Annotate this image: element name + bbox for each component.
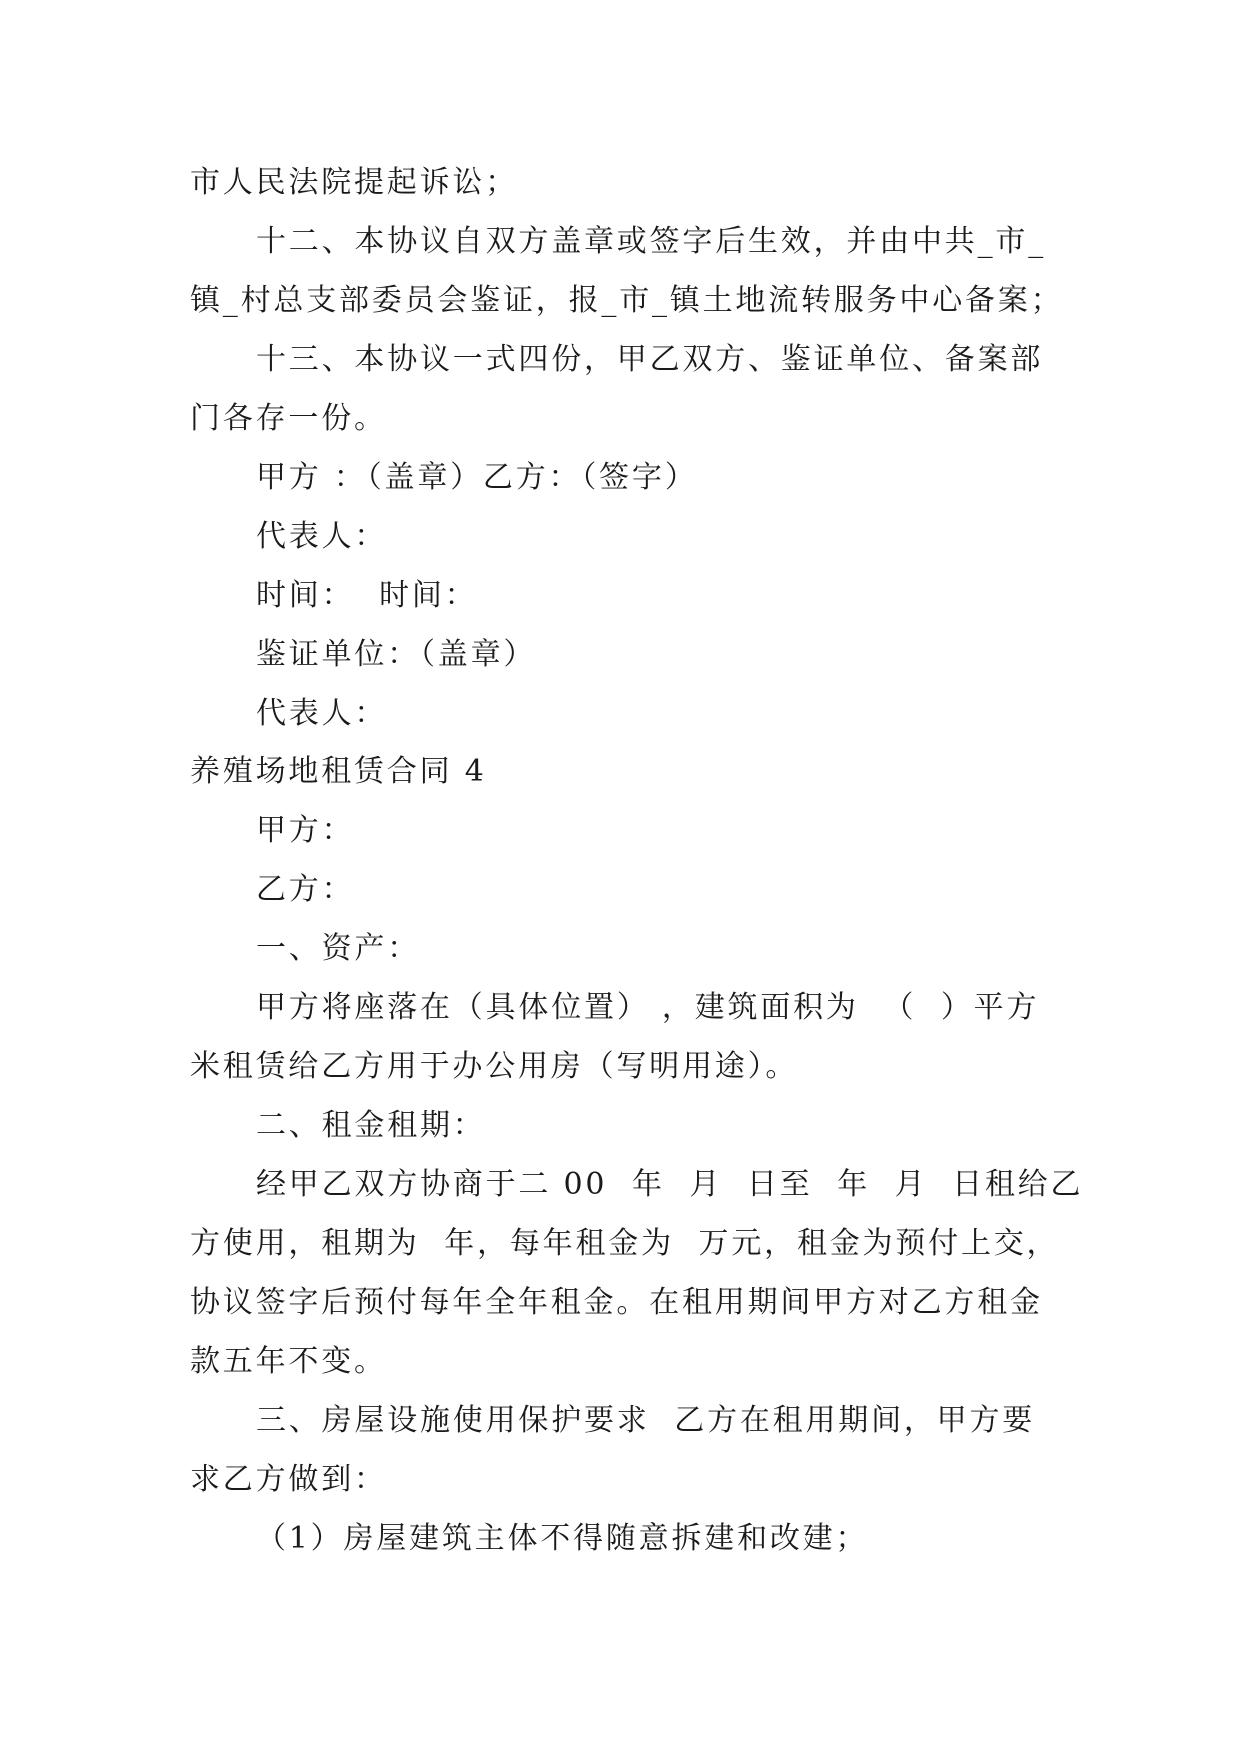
text-line: 十二、本协议自双方盖章或签字后生效，并由中共_市_ xyxy=(256,224,1046,259)
text-line: 代表人： xyxy=(256,519,388,554)
text-line: 米租赁给乙方用于办公用房（写明用途）。 xyxy=(190,1049,799,1084)
text-line: 方使用，租期为 年，每年租金为 万元，租金为预付上交， xyxy=(190,1226,1060,1261)
text-line: 甲方： xyxy=(256,813,355,848)
text-line: （1）房屋建筑主体不得随意拆建和改建； xyxy=(256,1521,869,1556)
text-line: 甲方将座落在（具体位置） ，建筑面积为 （ ）平方 xyxy=(256,990,1040,1025)
text-line: 款五年不变。 xyxy=(190,1344,387,1379)
text-line: 代表人： xyxy=(256,696,388,731)
text-line: 求乙方做到： xyxy=(190,1462,387,1497)
text-line: 十三、本协议一式四份，甲乙双方、鉴证单位、备案部 xyxy=(256,342,1044,377)
text-line: 市人民法院提起诉讼； xyxy=(190,165,518,200)
text-line: 时间： 时间： xyxy=(256,578,478,613)
text-line: 二、租金租期： xyxy=(256,1108,486,1143)
text-line: 经甲乙双方协商于二 00 年 月 日至 年 月 日租给乙 xyxy=(256,1167,1084,1202)
text-line: 甲方 ：（盖章）乙方：（签字） xyxy=(256,460,698,495)
text-line: 门各存一份。 xyxy=(190,401,387,436)
text-line: 镇_村总支部委员会鉴证，报_市_镇土地流转服务中心备案； xyxy=(190,283,1064,318)
text-line: 乙方： xyxy=(256,872,355,907)
section-heading: 养殖场地租赁合同 4 xyxy=(190,754,487,789)
text-line: 鉴证单位：（盖章） xyxy=(256,637,537,672)
text-line: 一、资产： xyxy=(256,931,420,966)
text-line: 三、房屋设施使用保护要求 乙方在租用期间，甲方要 xyxy=(256,1403,1036,1438)
text-line: 协议签字后预付每年全年租金。在租用期间甲方对乙方租金 xyxy=(190,1285,1043,1320)
